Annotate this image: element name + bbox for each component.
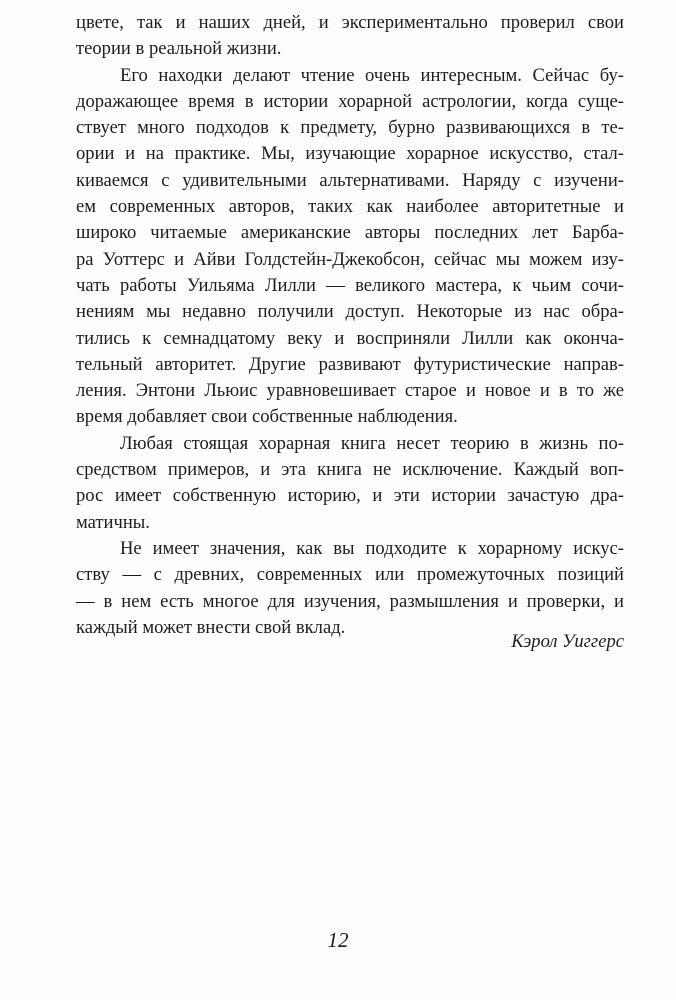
text-line: ству — с древних, современных или промежуточных позиций: [76, 564, 624, 586]
text-line: ории и на практике. Мы, изучающие хорарное искусство, стал-: [76, 143, 624, 165]
text-line: рос имеет собственную историю, и эти истории зачастую дра-: [76, 485, 624, 507]
paragraph-4: [76, 536, 624, 641]
text-line: доражающее время в истории хорарной астрологии, когда суще-: [76, 90, 624, 112]
text-line: ем современных авторов, таких как наиболее авторитетные и: [76, 196, 624, 218]
page-number: 12: [327, 928, 349, 952]
text-line: тельный авторитет. Другие развивают футуристические направ-: [76, 353, 624, 375]
text-line: время добавляет свои собственные наблюдения.: [76, 406, 458, 428]
paragraph-2: [76, 63, 624, 431]
text-line: теории в реальной жизни.: [76, 38, 282, 60]
text-line: ления. Энтони Льюис уравновешивает старое и новое и в то же: [76, 380, 624, 402]
text-line: Любая стоящая хорарная книга несет теорию в жизнь по-: [120, 432, 624, 454]
paragraph-1: [76, 10, 624, 63]
body-text: [76, 10, 624, 641]
text-line: цвете, так и наших дней, и экспериментально проверил свои: [76, 12, 624, 33]
paragraph-3: [76, 431, 624, 536]
text-line: матичны.: [76, 511, 150, 533]
text-line: киваемся с удивительными альтернативами. Наряду с изучени-: [76, 169, 624, 191]
text-line: тились к семнадцатому веку и восприняли Лилли как оконча-: [76, 327, 624, 349]
text-line: чать работы Уильяма Лилли — великого мастера, к чьим сочи-: [76, 274, 624, 296]
text-line: ра Уоттерс и Айви Голдстейн-Джекобсон, сейчас мы можем изу-: [76, 248, 624, 270]
text-line: каждый может внести свой вклад.: [76, 616, 346, 638]
text-line: ствует много подходов к предмету, бурно развивающихся в те-: [76, 117, 624, 139]
text-line: нениям мы недавно получили доступ. Некоторые из нас обра-: [76, 301, 624, 323]
text-line: средством примеров, и эта книга не исключение. Каждый воп-: [76, 459, 624, 481]
text-line: Не имеет значения, как вы подходите к хорарному искус-: [120, 537, 624, 559]
text-line: — в нем есть многое для изучения, размышления и проверки, и: [76, 590, 624, 612]
author-signature: Кэрол Уиггерс: [511, 631, 624, 652]
text-line: Его находки делают чтение очень интересным. Сейчас бу-: [120, 64, 624, 86]
text-line: широко читаемые американские авторы последних лет Барба-: [76, 222, 624, 244]
